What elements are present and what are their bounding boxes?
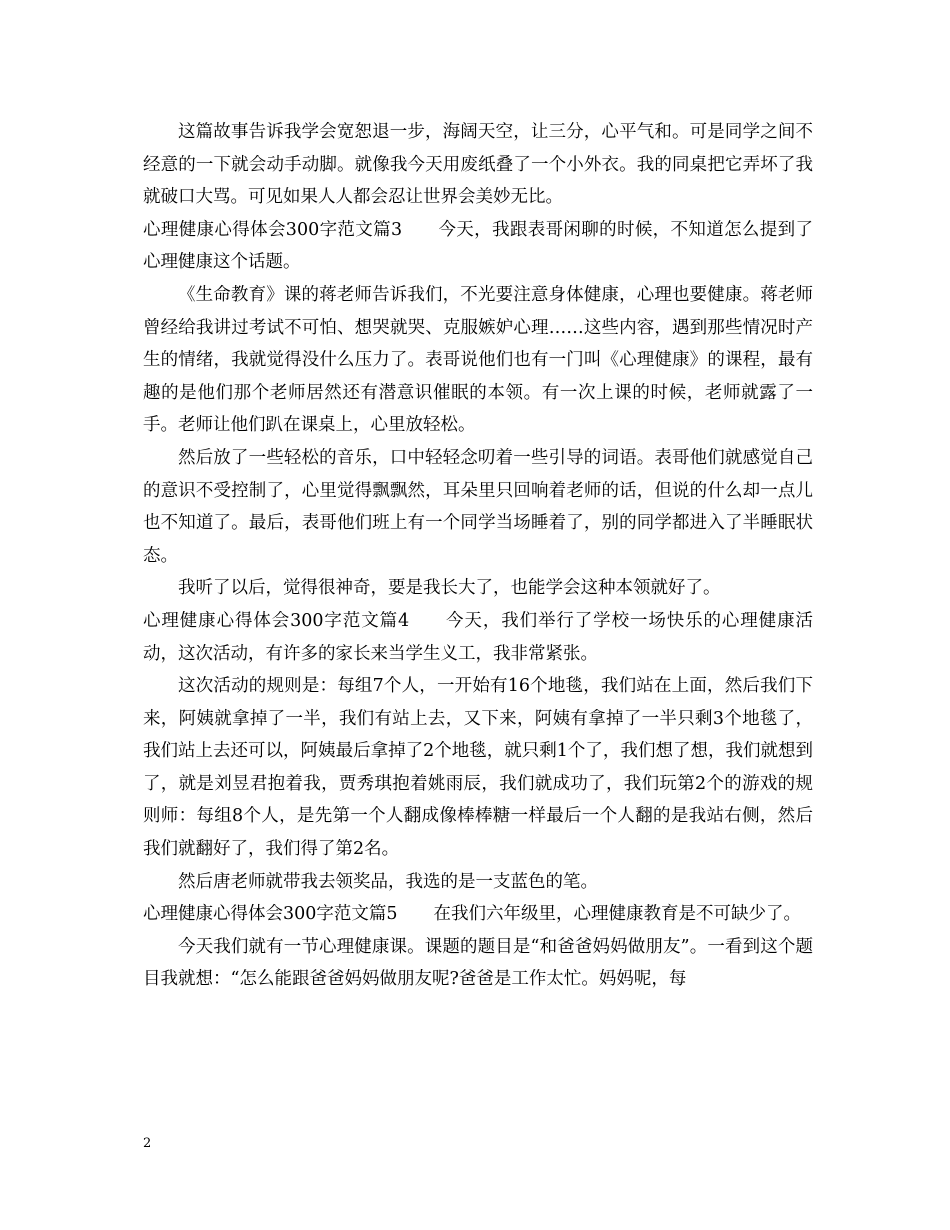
paragraph: 《生命教育》课的蒋老师告诉我们，不光要注意身体健康，心理也要健康。蒋老师曾经给我讲过考试不可怕、想哭就哭、克服嫉妒心理……这些内容，遇到那些情况时产生的情绪，我就觉得没什么压力了。表哥说他们也有一门叫《心理健康》的课程，最有趣的是他们那个老师居然还有潜意识催眠的本领。有一次上课的时候，老师就露了一手。老师让他们趴在课桌上，心里放轻松。 [143, 284, 813, 436]
section-title: 心理健康心得体会300字范文篇3 [143, 219, 403, 240]
paragraph: 然后放了一些轻松的音乐，口中轻轻念叨着一些引导的词语。表哥他们就感觉自己的意识不受控制了，心里觉得飘飘然，耳朵里只回响着老师的话，但说的什么却一点儿也不知道了。最后，表哥他们班上有一个同学当场睡着了，别的同学都进入了半睡眠状态。 [143, 447, 813, 566]
section-lead-text: 在我们六年级里，心理健康教育是不可缺少了。 [433, 904, 802, 925]
section-heading-paragraph [143, 898, 813, 931]
document-body [143, 116, 813, 996]
paragraph: 然后唐老师就带我去领奖品，我选的是一支蓝色的笔。 [178, 871, 598, 892]
section-title: 心理健康心得体会300字范文篇4 [143, 610, 410, 631]
page-number: 2 [143, 1136, 152, 1151]
section-title: 心理健康心得体会300字范文篇5 [143, 904, 398, 925]
paragraph: 我听了以后，觉得很神奇，要是我长大了，也能学会这种本领就好了。 [178, 578, 721, 599]
paragraph: 这次活动的规则是：每组7个人，一开始有16个地毯，我们站在上面，然后我们下来，阿姨就拿掉了一半，我们有站上去，又下来，阿姨有拿掉了一半只剩3个地毯了，我们站上去还可以，阿姨最后拿掉了2个地毯，就只剩1个了，我们想了想，我们就想到了，就是刘昱君抱着我，贾秀琪抱着姚雨辰，我们就成功了，我们玩第2个的游戏的规则师：每组8个人，是先第一个人翻成像棒棒糖一样最后一个人翻的是我站右侧，然后我们就翻好了，我们得了第2名。 [143, 676, 813, 860]
paragraph: 这篇故事告诉我学会宽恕退一步，海阔天空，让三分，心平气和。可是同学之间不经意的一下就会动手动脚。就像我今天用废纸叠了一个小外衣。我的同桌把它弄坏了我就破口大骂。可见如果人人都会忍让世界会美妙无比。 [143, 122, 813, 208]
paragraph: 今天我们就有一节心理健康课。课题的题目是“和爸爸妈妈做朋友”。一看到这个题目我就想：“怎么能跟爸爸妈妈做朋友呢?爸爸是工作太忙。妈妈呢，每 [143, 936, 813, 990]
section-lead-text: 今天，我跟表哥闲聊的时候，不知道怎么提到了心理健康这个话题。 [143, 219, 813, 273]
section-heading-paragraph [143, 605, 813, 670]
section-heading-paragraph [143, 214, 813, 279]
section-lead-text: 今天，我们举行了学校一场快乐的心理健康活动，这次活动，有许多的家长来当学生义工，我非常紧张。 [143, 610, 813, 664]
